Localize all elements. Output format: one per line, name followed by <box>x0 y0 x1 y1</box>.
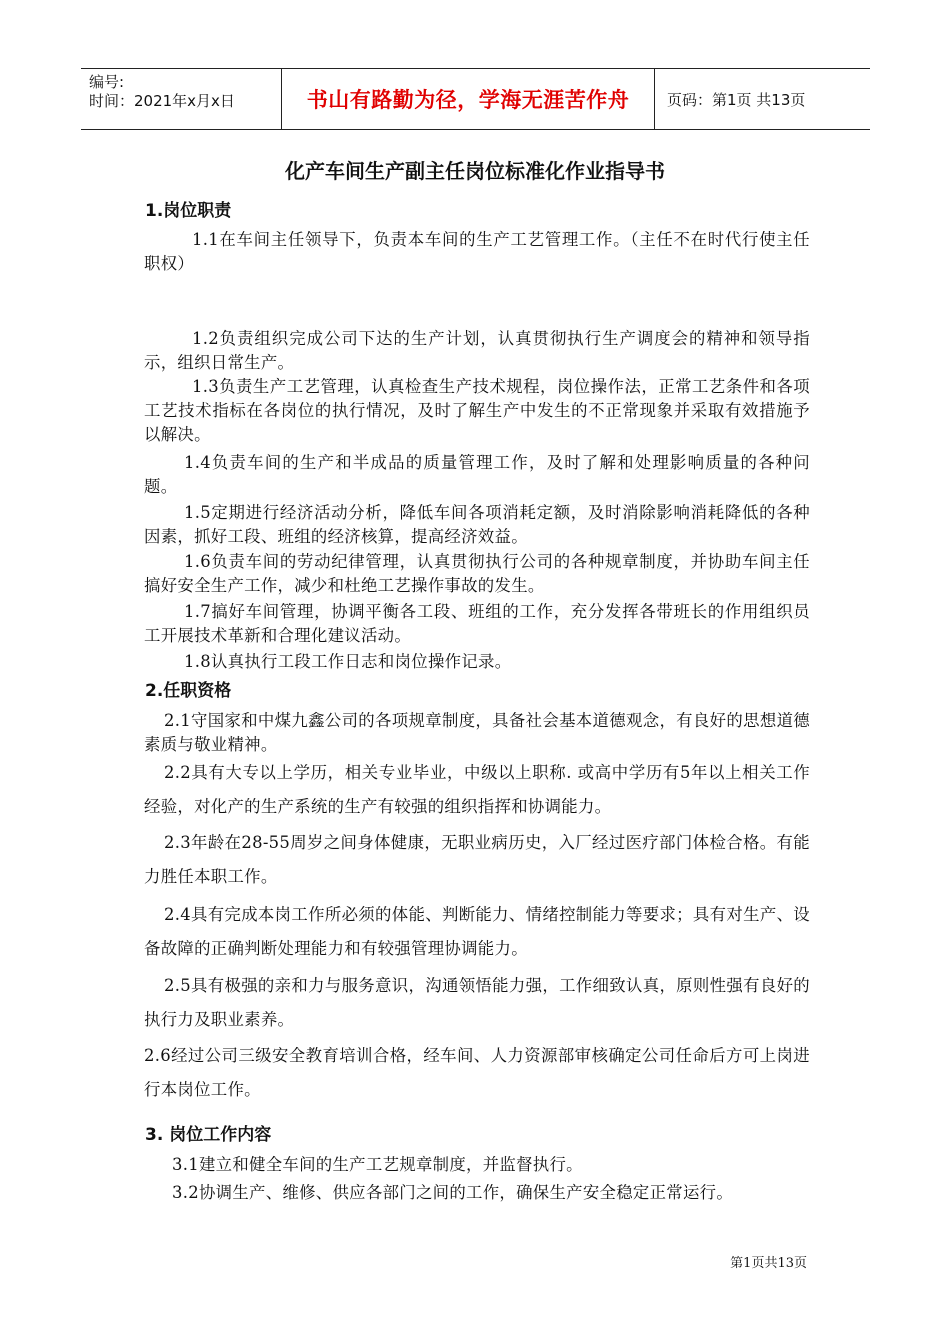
paragraph-1-6: 1.6负责车间的劳动纪律管理，认真贯彻执行公司的各种规章制度，并协助车间主任搞好安全生产工作，减少和杜绝工艺操作事故的发生。 <box>144 552 810 595</box>
paragraph-2-2: 2.2具有大专以上学历，相关专业毕业，中级以上职称. 或高中学历有5年以上相关工作经验，对化产的生产系统的生产有较强的组织指挥和协调能力。 <box>144 763 810 816</box>
paragraph-3-2: 3.2协调生产、维修、供应各部门之间的工作，确保生产安全稳定正常运行。 <box>172 1183 734 1202</box>
paragraph-1-4: 1.4负责车间的生产和半成品的质量管理工作，及时了解和处理影响质量的各种问题。 <box>144 453 810 496</box>
header-meta <box>81 69 282 129</box>
paragraph-1-7: 1.7搞好车间管理，协调平衡各工段、班组的工作，充分发挥各带班长的作用组织员工开展技术革新和合理化建议活动。 <box>144 602 810 645</box>
paragraph-2-4: 2.4具有完成本岗工作所必须的体能、判断能力、情绪控制能力等要求；具有对生产、设备故障的正确判断处理能力和有较强管理协调能力。 <box>144 905 810 958</box>
document-title: 化产车间生产副主任岗位标准化作业指导书 <box>285 159 665 183</box>
paragraph-3-1: 3.1建立和健全车间的生产工艺规章制度，并监督执行。 <box>172 1155 583 1174</box>
paragraph-1-2: 1.2负责组织完成公司下达的生产计划，认真贯彻执行生产调度会的精神和领导指示，组织日常生产。 <box>144 329 810 372</box>
page-footer: 第1页共13页 <box>730 1256 807 1271</box>
section-heading-work-content: 3. 岗位工作内容 <box>145 1125 272 1145</box>
page-header <box>81 68 870 130</box>
document-time-label: 时间：2021年x月x日 <box>89 92 235 110</box>
paragraph-1-1: 1.1在车间主任领导下，负责本车间的生产工艺管理工作。（主任不在时代行使主任职权） <box>144 230 810 273</box>
header-page-number: 页码：第1页 共13页 <box>667 90 806 109</box>
header-motto: 书山有路勤为径，学海无涯苦作舟 <box>282 69 655 129</box>
paragraph-2-1: 2.1守国家和中煤九鑫公司的各项规章制度，具备社会基本道德观念，有良好的思想道德素质与敬业精神。 <box>144 711 810 754</box>
document-number-label: 编号: <box>89 73 125 91</box>
paragraph-2-6: 2.6经过公司三级安全教育培训合格，经车间、人力资源部审核确定公司任命后方可上岗进行本岗位工作。 <box>144 1046 810 1099</box>
paragraph-2-3: 2.3年龄在28-55周岁之间身体健康，无职业病历史，入厂经过医疗部门体检合格。有能力胜任本职工作。 <box>144 833 810 886</box>
paragraph-1-3: 1.3负责生产工艺管理，认真检查生产技术规程，岗位操作法，正常工艺条件和各项工艺技术指标在各岗位的执行情况，及时了解生产中发生的不正常现象并采取有效措施予以解决。 <box>144 377 810 444</box>
paragraph-1-8: 1.8认真执行工段工作日志和岗位操作记录。 <box>184 652 512 671</box>
section-heading-duties: 1.岗位职责 <box>145 201 232 221</box>
section-heading-qualifications: 2.任职资格 <box>145 681 232 701</box>
paragraph-1-5: 1.5定期进行经济活动分析，降低车间各项消耗定额，及时消除影响消耗降低的各种因素，抓好工段、班组的经济核算，提高经济效益。 <box>144 503 810 546</box>
paragraph-2-5: 2.5具有极强的亲和力与服务意识，沟通领悟能力强，工作细致认真，原则性强有良好的执行力及职业素养。 <box>144 976 810 1029</box>
